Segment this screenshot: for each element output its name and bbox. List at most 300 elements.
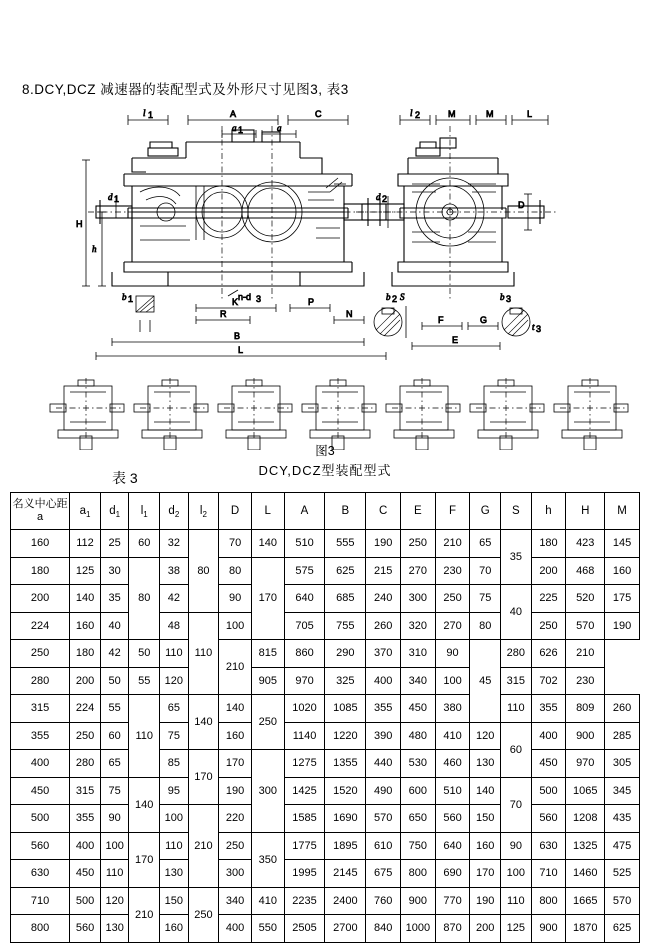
table-cell: 100 <box>160 805 189 833</box>
table-cell: 640 <box>284 585 325 613</box>
table-row <box>11 750 640 778</box>
table-cell: 110 <box>188 612 219 695</box>
table-cell: 560 <box>70 915 101 943</box>
table-row <box>11 667 640 695</box>
table-cell: 95 <box>160 777 189 805</box>
table-cell: 355 <box>11 722 70 750</box>
svg-text:L: L <box>527 109 533 119</box>
table-cell: 40 <box>501 585 532 640</box>
table-cell: 100 <box>501 860 532 888</box>
table-cell: 355 <box>531 695 566 723</box>
svg-text:l: l <box>143 108 146 118</box>
table-row <box>11 557 640 585</box>
table-cell: 450 <box>531 750 566 778</box>
table-cell: 100 <box>435 667 470 695</box>
table-row <box>11 585 640 613</box>
table-cell: 224 <box>70 695 101 723</box>
table-cell: 55 <box>129 667 160 695</box>
table-cell: 390 <box>366 722 401 750</box>
table-cell: 570 <box>366 805 401 833</box>
table-cell: 570 <box>605 887 640 915</box>
svg-text:2: 2 <box>392 294 398 304</box>
table-cell: 400 <box>366 667 401 695</box>
table-cell: 120 <box>470 722 501 750</box>
table-cell: 809 <box>566 695 605 723</box>
table-cell: 626 <box>531 640 566 668</box>
table-cell: 285 <box>605 722 640 750</box>
table-cell: 1325 <box>566 832 605 860</box>
table-cell: 345 <box>605 777 640 805</box>
col-header-D: D <box>219 493 252 530</box>
table-cell: 290 <box>325 640 366 668</box>
svg-text:E: E <box>452 335 459 345</box>
table-cell: 160 <box>605 557 640 585</box>
table-cell: 260 <box>366 612 401 640</box>
table-cell: 480 <box>400 722 435 750</box>
table-cell: 250 <box>251 695 284 750</box>
svg-text:1: 1 <box>128 294 134 304</box>
table-header-row <box>11 493 640 530</box>
table-cell: 200 <box>470 915 501 943</box>
table-cell: 110 <box>100 860 129 888</box>
table-cell: 160 <box>219 722 252 750</box>
svg-text:d: d <box>108 192 113 202</box>
table-cell: 1140 <box>284 722 325 750</box>
table-cell: 90 <box>219 585 252 613</box>
svg-text:b: b <box>386 292 391 302</box>
table-cell: 160 <box>160 915 189 943</box>
table-row <box>11 805 640 833</box>
table-cell: 120 <box>160 667 189 695</box>
table-cell: 70 <box>501 777 532 832</box>
table-cell: 423 <box>566 530 605 558</box>
table-body <box>11 530 640 943</box>
assembly-drawing-svg <box>0 100 650 450</box>
table-cell: 225 <box>531 585 566 613</box>
table-cell: 300 <box>400 585 435 613</box>
col-header-a: 名义中心距 a <box>11 493 70 530</box>
table-cell: 100 <box>100 832 129 860</box>
table-cell: 210 <box>435 530 470 558</box>
dimension-table <box>10 492 640 943</box>
table-cell: 355 <box>70 805 101 833</box>
col-header-a1: $a_1$ <box>70 493 101 530</box>
table-cell: 160 <box>70 612 101 640</box>
table-cell: 65 <box>100 750 129 778</box>
table-cell: 2145 <box>325 860 366 888</box>
figure-number: 图3 <box>315 444 335 458</box>
table-cell: 200 <box>531 557 566 585</box>
table-cell: 45 <box>470 640 501 723</box>
table-cell: 140 <box>470 777 501 805</box>
svg-text:3: 3 <box>536 324 542 334</box>
table-cell: 575 <box>284 557 325 585</box>
table-row <box>11 860 640 888</box>
table-cell: 80 <box>470 612 501 640</box>
table-cell: 224 <box>11 612 70 640</box>
figure-drawing <box>0 100 650 450</box>
table-cell: 315 <box>11 695 70 723</box>
table-cell: 180 <box>11 557 70 585</box>
table-cell: 42 <box>160 585 189 613</box>
table-cell: 750 <box>400 832 435 860</box>
table-cell: 870 <box>435 915 470 943</box>
table-cell: 570 <box>566 612 605 640</box>
svg-text:1: 1 <box>238 125 244 135</box>
table-cell: 510 <box>284 530 325 558</box>
table-cell: 250 <box>400 530 435 558</box>
table-cell: 970 <box>284 667 325 695</box>
table-cell: 1460 <box>566 860 605 888</box>
table-cell: 300 <box>219 860 252 888</box>
table-cell: 145 <box>605 530 640 558</box>
table-cell: 190 <box>366 530 401 558</box>
table-cell: 170 <box>251 557 284 640</box>
table-cell: 815 <box>251 640 284 668</box>
col-header-d1: $d_1$ <box>100 493 129 530</box>
svg-text:3: 3 <box>506 294 512 304</box>
table-cell: 32 <box>160 530 189 558</box>
table-cell: 2235 <box>284 887 325 915</box>
svg-text:K: K <box>232 297 239 307</box>
table-cell: 630 <box>531 832 566 860</box>
table-cell: 2700 <box>325 915 366 943</box>
table-cell: 760 <box>366 887 401 915</box>
svg-text:a: a <box>277 123 282 133</box>
table-cell: 1355 <box>325 750 366 778</box>
col-header-H: H <box>566 493 605 530</box>
table-cell: 75 <box>160 722 189 750</box>
svg-text:b: b <box>500 292 505 302</box>
table-cell: 2400 <box>325 887 366 915</box>
table-cell: 1000 <box>400 915 435 943</box>
table-cell: 180 <box>531 530 566 558</box>
svg-text:d: d <box>376 192 381 202</box>
table-cell: 230 <box>435 557 470 585</box>
table-cell: 710 <box>531 860 566 888</box>
table-cell: 140 <box>129 777 160 832</box>
table-cell: 490 <box>366 777 401 805</box>
table-cell: 250 <box>188 887 219 942</box>
svg-text:R: R <box>220 309 227 319</box>
table-cell: 1995 <box>284 860 325 888</box>
table-cell: 1870 <box>566 915 605 943</box>
table-row <box>11 777 640 805</box>
table-cell: 450 <box>70 860 101 888</box>
table-cell: 80 <box>129 557 160 640</box>
table-row <box>11 832 640 860</box>
table-cell: 55 <box>100 695 129 723</box>
col-header-S: S <box>501 493 532 530</box>
table-cell: 200 <box>11 585 70 613</box>
table-cell: 190 <box>605 612 640 640</box>
table-cell: 370 <box>366 640 401 668</box>
table-cell: 1020 <box>284 695 325 723</box>
table-cell: 130 <box>160 860 189 888</box>
table-cell: 65 <box>470 530 501 558</box>
table-cell: 400 <box>11 750 70 778</box>
table-cell: 840 <box>366 915 401 943</box>
table-cell: 650 <box>400 805 435 833</box>
table-cell: 250 <box>70 722 101 750</box>
table-cell: 130 <box>470 750 501 778</box>
table-cell: 770 <box>435 887 470 915</box>
svg-text:n-d: n-d <box>238 292 252 302</box>
table-cell: 280 <box>501 640 532 668</box>
table-cell: 1425 <box>284 777 325 805</box>
table-cell: 200 <box>70 667 101 695</box>
table-cell: 140 <box>251 530 284 558</box>
table-cell: 35 <box>100 585 129 613</box>
col-header-A: A <box>284 493 325 530</box>
table-cell: 65 <box>160 695 189 723</box>
table-cell: 130 <box>100 915 129 943</box>
col-header-G: G <box>470 493 501 530</box>
col-header-l1: $l_1$ <box>129 493 160 530</box>
table-cell: 550 <box>251 915 284 943</box>
table-cell: 340 <box>219 887 252 915</box>
table-cell: 150 <box>160 887 189 915</box>
table-cell: 440 <box>366 750 401 778</box>
table-cell: 340 <box>400 667 435 695</box>
table-cell: 215 <box>366 557 401 585</box>
table-cell: 210 <box>219 640 252 695</box>
table-cell: 190 <box>219 777 252 805</box>
table-cell: 685 <box>325 585 366 613</box>
table-cell: 625 <box>325 557 366 585</box>
table-cell: 75 <box>100 777 129 805</box>
table-cell: 400 <box>70 832 101 860</box>
table-cell: 1520 <box>325 777 366 805</box>
table-cell: 110 <box>501 887 532 915</box>
table-cell: 112 <box>70 530 101 558</box>
svg-text:b: b <box>122 292 127 302</box>
table-cell: 270 <box>435 612 470 640</box>
table-cell: 250 <box>531 612 566 640</box>
table-cell: 525 <box>605 860 640 888</box>
table-cell: 160 <box>470 832 501 860</box>
table-cell: 755 <box>325 612 366 640</box>
table-cell: 905 <box>251 667 284 695</box>
table-cell: 560 <box>11 832 70 860</box>
table-cell: 675 <box>366 860 401 888</box>
table-cell: 315 <box>501 667 532 695</box>
table-cell: 460 <box>435 750 470 778</box>
table-cell: 350 <box>251 832 284 887</box>
table-cell: 320 <box>400 612 435 640</box>
table-cell: 75 <box>470 585 501 613</box>
col-header-B: B <box>325 493 366 530</box>
col-header-L: L <box>251 493 284 530</box>
table-cell: 210 <box>566 640 605 668</box>
table-cell: 85 <box>160 750 189 778</box>
table-cell: 500 <box>11 805 70 833</box>
table-cell: 1665 <box>566 887 605 915</box>
table-cell: 400 <box>219 915 252 943</box>
svg-text:a: a <box>232 123 237 133</box>
table-cell: 25 <box>100 530 129 558</box>
table-cell: 640 <box>435 832 470 860</box>
table-cell: 500 <box>70 887 101 915</box>
table-cell: 2505 <box>284 915 325 943</box>
table-cell: 140 <box>188 695 219 750</box>
table-cell: 800 <box>400 860 435 888</box>
table-cell: 110 <box>160 832 189 860</box>
table-row <box>11 695 640 723</box>
table-cell: 110 <box>129 695 160 778</box>
table-cell: 450 <box>400 695 435 723</box>
table-cell: 380 <box>435 695 470 723</box>
section-heading: 8.DCY,DCZ 减速器的装配型式及外形尺寸见图3, 表3 <box>22 82 349 97</box>
table-cell: 530 <box>400 750 435 778</box>
table-cell: 30 <box>100 557 129 585</box>
table-row <box>11 887 640 915</box>
table-cell: 1065 <box>566 777 605 805</box>
col-header-l2: $l_2$ <box>188 493 219 530</box>
table-cell: 70 <box>219 530 252 558</box>
table-cell: 170 <box>188 750 219 805</box>
table-cell: 625 <box>605 915 640 943</box>
table-cell: 80 <box>219 557 252 585</box>
table-cell: 70 <box>470 557 501 585</box>
table-cell: 170 <box>219 750 252 778</box>
svg-text:h: h <box>92 244 97 254</box>
table-cell: 800 <box>11 915 70 943</box>
table-cell: 110 <box>501 695 532 723</box>
table-cell: 210 <box>129 887 160 942</box>
table-cell: 170 <box>470 860 501 888</box>
table-cell: 240 <box>366 585 401 613</box>
table-cell: 1895 <box>325 832 366 860</box>
table-cell: 310 <box>400 640 435 668</box>
svg-text:A: A <box>230 109 237 119</box>
table-cell: 280 <box>70 750 101 778</box>
table-cell: 175 <box>605 585 640 613</box>
table-cell: 1275 <box>284 750 325 778</box>
table-cell: 510 <box>435 777 470 805</box>
table-cell: 610 <box>366 832 401 860</box>
table-cell: 35 <box>501 530 532 585</box>
col-header-h: h <box>531 493 566 530</box>
table-cell: 970 <box>566 750 605 778</box>
table-cell: 250 <box>435 585 470 613</box>
table-cell: 140 <box>219 695 252 723</box>
svg-text:F: F <box>438 315 444 325</box>
table-cell: 435 <box>605 805 640 833</box>
table-cell: 90 <box>435 640 470 668</box>
table-cell: 900 <box>400 887 435 915</box>
table-cell: 110 <box>160 640 189 668</box>
table-cell: 705 <box>284 612 325 640</box>
table-cell: 702 <box>531 667 566 695</box>
table-cell: 230 <box>566 667 605 695</box>
svg-text:H: H <box>76 219 83 229</box>
table-cell: 690 <box>435 860 470 888</box>
table-cell: 555 <box>325 530 366 558</box>
svg-text:M: M <box>486 109 494 119</box>
table-cell: 1220 <box>325 722 366 750</box>
svg-text:3: 3 <box>256 294 262 304</box>
col-header-M: M <box>605 493 640 530</box>
table-cell: 410 <box>251 887 284 915</box>
table-cell: 325 <box>325 667 366 695</box>
col-header-E: E <box>400 493 435 530</box>
table-label: 表 3 <box>112 470 138 486</box>
table-cell: 48 <box>160 612 189 640</box>
svg-text:S: S <box>400 292 405 302</box>
table-row <box>11 722 640 750</box>
table-cell: 900 <box>566 722 605 750</box>
svg-text:P: P <box>308 297 315 307</box>
table-cell: 170 <box>129 832 160 887</box>
table-cell: 305 <box>605 750 640 778</box>
table-cell: 1585 <box>284 805 325 833</box>
table-cell: 38 <box>160 557 189 585</box>
table-cell: 500 <box>531 777 566 805</box>
svg-text:2: 2 <box>382 194 388 204</box>
table-cell: 250 <box>219 832 252 860</box>
table-cell: 220 <box>219 805 252 833</box>
table-cell: 180 <box>70 640 101 668</box>
table-cell: 210 <box>188 805 219 888</box>
col-header-d2: $d_2$ <box>160 493 189 530</box>
table-cell: 100 <box>219 612 252 640</box>
table-cell: 50 <box>100 667 129 695</box>
table-cell: 270 <box>400 557 435 585</box>
table-cell: 1775 <box>284 832 325 860</box>
svg-text:l: l <box>410 108 413 118</box>
svg-text:t: t <box>532 322 535 332</box>
table-cell: 50 <box>129 640 160 668</box>
svg-text:B: B <box>234 331 241 341</box>
table-cell: 90 <box>100 805 129 833</box>
svg-text:L: L <box>238 345 244 355</box>
table-cell: 80 <box>188 530 219 613</box>
table-cell: 900 <box>531 915 566 943</box>
table-cell: 120 <box>100 887 129 915</box>
table-cell: 1690 <box>325 805 366 833</box>
table-row <box>11 530 640 558</box>
svg-text:C: C <box>315 109 322 119</box>
table-cell: 860 <box>284 640 325 668</box>
table-row <box>11 915 640 943</box>
table-cell: 60 <box>100 722 129 750</box>
table-cell: 450 <box>11 777 70 805</box>
table-cell: 125 <box>70 557 101 585</box>
table-cell: 520 <box>566 585 605 613</box>
table-cell: 42 <box>100 640 129 668</box>
table-cell: 40 <box>100 612 129 640</box>
table-cell: 90 <box>501 832 532 860</box>
table-cell: 300 <box>251 750 284 833</box>
table-cell: 630 <box>11 860 70 888</box>
col-header-C: C <box>366 493 401 530</box>
table-cell: 710 <box>11 887 70 915</box>
table-cell: 600 <box>400 777 435 805</box>
svg-text:D: D <box>518 200 525 210</box>
table-cell: 260 <box>605 695 640 723</box>
table-cell: 560 <box>531 805 566 833</box>
table-cell: 315 <box>70 777 101 805</box>
table-cell: 1208 <box>566 805 605 833</box>
svg-text:2: 2 <box>415 110 421 120</box>
table-cell: 1085 <box>325 695 366 723</box>
svg-text:N: N <box>346 309 353 319</box>
col-header-F: F <box>435 493 470 530</box>
table-cell: 60 <box>501 722 532 777</box>
table-cell: 125 <box>501 915 532 943</box>
table-cell: 60 <box>129 530 160 558</box>
